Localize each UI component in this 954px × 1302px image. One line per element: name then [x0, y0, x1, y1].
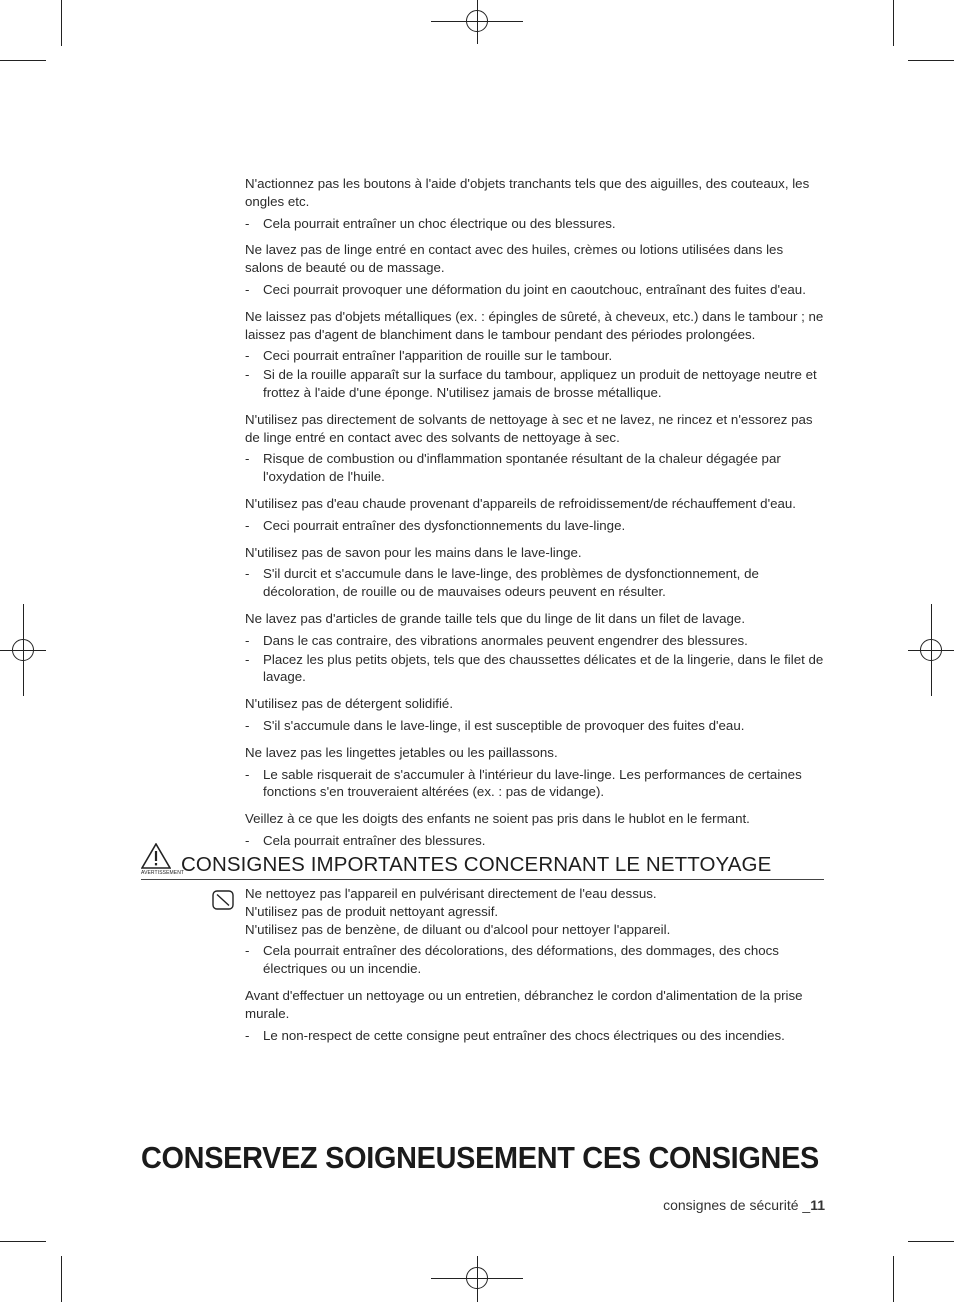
- crop-mark: [61, 0, 62, 46]
- bullet-dash: -: [245, 1027, 250, 1043]
- crop-mark: [908, 60, 954, 61]
- registration-circle: [466, 1267, 488, 1289]
- rule-text: N'utilisez pas d'eau chaude provenant d'appareils de refroidissement/de réchauffement d'eau.: [245, 495, 796, 511]
- bullet-list: [245, 565, 825, 601]
- bullet-list: [245, 215, 825, 233]
- rule-text: Ne lavez pas d'articles de grande taille tels que du linge de lit dans un filet de lavage.: [245, 610, 746, 626]
- bullet-item: [245, 651, 825, 687]
- registration-circle: [466, 10, 488, 32]
- bullet-list: [245, 1027, 825, 1045]
- bullet-text: Ceci pourrait entraîner des dysfonctionnements du lave-linge.: [263, 517, 626, 533]
- bullet-list: [245, 281, 825, 299]
- cleaning-rules-list: [245, 885, 825, 1053]
- bullet-text: S'il durcit et s'accumule dans le lave-linge, des problèmes de dysfonctionnement, de décoloration, de rouille ou de mauvaises odeurs peuvent en résulter.: [263, 566, 759, 600]
- bullet-text: Ceci pourrait entraîner l'apparition de rouille sur le tambour.: [263, 348, 613, 364]
- crop-mark: [908, 1241, 954, 1242]
- bullet-dash: -: [245, 451, 250, 467]
- crop-mark: [893, 0, 894, 46]
- bullet-text: S'il s'accumule dans le lave-linge, il est susceptible de provoquer des fuites d'eau.: [263, 717, 745, 733]
- bullet-text: Le sable risquerait de s'accumuler à l'intérieur du lave-linge. Les performances de certaines fonctions s'en trouveraient altérées (ex. : pas de vidange).: [263, 766, 802, 800]
- rule-text: Avant d'effectuer un nettoyage ou un entretien, débranchez le cordon d'alimentation de la prise murale.: [245, 987, 803, 1021]
- bullet-list: [245, 517, 825, 535]
- rule-text: N'utilisez pas de détergent solidifié.: [245, 696, 454, 712]
- bullet-text: Ceci pourrait provoquer une déformation du joint en caoutchouc, entraînant des fuites d'eau.: [263, 281, 806, 297]
- registration-circle: [12, 639, 34, 661]
- crop-mark: [61, 1256, 62, 1302]
- bullet-text: Risque de combustion ou d'inflammation spontanée résultant de la chaleur dégagée par l'oxydation de l'huile.: [263, 451, 781, 485]
- bullet-text: Dans le cas contraire, des vibrations anormales peuvent engendrer des blessures.: [263, 632, 748, 648]
- bullet-text: Si de la rouille apparaît sur la surface du tambour, appliquez un produit de nettoyage neutre et frottez à l'aide d'une éponge. N'utilisez jamais de brosse métallique.: [263, 367, 817, 400]
- crop-mark: [0, 1241, 46, 1242]
- page-number: 11: [810, 1197, 825, 1213]
- bullet-text: Cela pourrait entraîner un choc électrique ou des blessures.: [263, 215, 616, 231]
- bullet-item: [245, 942, 825, 978]
- bullet-item: [245, 565, 825, 601]
- section-title: CONSIGNES IMPORTANTES CONCERNANT LE NETTOYAGE: [181, 853, 772, 876]
- bullet-list: [245, 766, 825, 802]
- section-name: consignes de sécurité _: [663, 1197, 811, 1213]
- bullet-item: [245, 766, 825, 802]
- bullet-item: [245, 347, 825, 365]
- bullet-dash: -: [245, 832, 250, 848]
- rule-text: Ne laissez pas d'objets métalliques (ex. : épingles de sûreté, à cheveux, etc.) dans le tambour ; ne laissez pas d'agent de blanchiment dans le tambour pendant des périodes prolongées.: [245, 308, 824, 342]
- rule-text: N'utilisez pas de produit nettoyant agressif.: [245, 903, 499, 919]
- bullet-dash: -: [245, 367, 250, 383]
- bullet-dash: -: [245, 943, 250, 959]
- rule-text: N'utilisez pas directement de solvants de nettoyage à sec et ne lavez, ne rincez et n'essorez pas de linge entré en contact avec des solvants de nettoyage à sec.: [245, 411, 813, 445]
- bullet-list: [245, 942, 825, 978]
- rule-text: N'utilisez pas de benzène, de diluant ou d'alcool pour nettoyer l'appareil.: [245, 921, 671, 937]
- crop-mark: [0, 60, 46, 61]
- crop-mark: [893, 1256, 894, 1302]
- rule-text: N'actionnez pas les boutons à l'aide d'objets tranchants tels que des aiguilles, des couteaux, les ongles etc.: [245, 176, 810, 209]
- bullet-dash: -: [245, 517, 250, 533]
- bullet-list: [245, 347, 825, 401]
- prohibited-icon: [212, 890, 234, 910]
- rule-text: Ne nettoyez pas l'appareil en pulvérisant directement de l'eau dessus.: [245, 886, 657, 901]
- bullet-dash: -: [245, 632, 250, 648]
- registration-circle: [920, 639, 942, 661]
- bullet-dash: -: [245, 281, 250, 297]
- rule-text: Ne lavez pas de linge entré en contact avec des huiles, crèmes ou lotions utilisées dans les salons de beauté ou de massage.: [245, 242, 784, 276]
- warning-triangle-icon: [141, 843, 185, 877]
- bullet-item: [245, 632, 825, 650]
- bullet-item: [245, 517, 825, 535]
- bullet-list: [245, 450, 825, 486]
- bullet-item: [245, 215, 825, 233]
- page-footer: [663, 1197, 825, 1213]
- bullet-dash: -: [245, 348, 250, 364]
- safety-rules-list: [245, 175, 825, 859]
- bullet-item: [245, 450, 825, 486]
- bullet-dash: -: [245, 566, 250, 582]
- bullet-text: Placez les plus petits objets, tels que des chaussettes délicates et de la lingerie, dans le filet de lavage.: [263, 651, 824, 685]
- bullet-dash: -: [245, 215, 250, 231]
- rule-text: Ne lavez pas les lingettes jetables ou les paillassons.: [245, 744, 558, 760]
- bullet-text: Le non-respect de cette consigne peut entraîner des chocs électriques ou des incendies.: [263, 1027, 785, 1043]
- rule-text: Veillez à ce que les doigts des enfants ne soient pas pris dans le hublot en le fermant.: [245, 811, 750, 827]
- bullet-list: [245, 632, 825, 686]
- bullet-dash: -: [245, 651, 250, 667]
- bullet-text: Cela pourrait entraîner des décolorations, des déformations, des dommages, des chocs électriques ou un incendie.: [263, 943, 779, 977]
- bullet-item: [245, 1027, 825, 1045]
- warning-caption: AVERTISSEMENT: [141, 870, 185, 876]
- bullet-item: [245, 366, 825, 402]
- section-header: [141, 843, 824, 880]
- bullet-text: Cela pourrait entraîner des blessures.: [263, 832, 486, 848]
- bullet-item: [245, 717, 825, 735]
- bullet-dash: -: [245, 766, 250, 782]
- bullet-list: [245, 717, 825, 735]
- bullet-dash: -: [245, 717, 250, 733]
- footer-title: CONSERVEZ SOIGNEUSEMENT CES CONSIGNES: [141, 1140, 819, 1175]
- bullet-item: [245, 281, 825, 299]
- rule-text: N'utilisez pas de savon pour les mains dans le lave-linge.: [245, 544, 582, 560]
